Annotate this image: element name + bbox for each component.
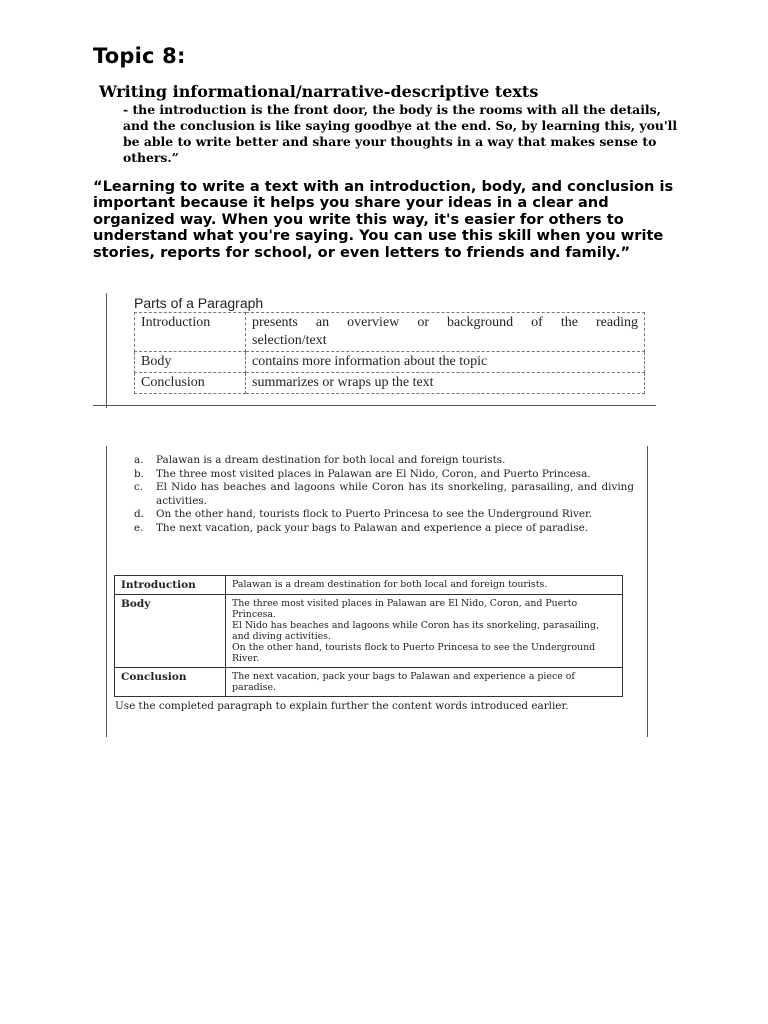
item-text: The next vacation, pack your bags to Palawan and experience a piece of paradise. xyxy=(156,521,589,534)
item-letter: e. xyxy=(134,521,144,534)
table-row xyxy=(135,313,645,352)
row-text: The next vacation, pack your bags to Palawan and experience a piece of paradise. xyxy=(226,668,623,697)
parts-table-caption: Parts of a Paragraph xyxy=(134,295,264,311)
row-text: Palawan is a dream destination for both local and foreign tourists. xyxy=(226,576,623,595)
parts-of-paragraph-table xyxy=(134,312,645,394)
row-label: Conclusion xyxy=(115,668,226,697)
item-letter: c. xyxy=(134,481,144,494)
list-item xyxy=(134,481,634,508)
item-letter: b. xyxy=(134,467,144,480)
table-row xyxy=(115,576,623,595)
closing-instruction: Use the completed paragraph to explain further the content words introduced earlier. xyxy=(115,700,569,712)
section-heading: Writing informational/narrative-descriptive texts xyxy=(99,82,539,101)
row-label: Body xyxy=(115,595,226,668)
figure-border-bottom xyxy=(93,405,656,406)
item-text: El Nido has beaches and lagoons while Coron has its snorkeling, parasailing, and diving activities. xyxy=(156,481,634,507)
table-row xyxy=(115,595,623,668)
part-description: presents an overview or background of the reading selection/text xyxy=(246,313,645,352)
part-name: Conclusion xyxy=(135,373,246,394)
item-letter: a. xyxy=(134,454,144,466)
quote-paragraph: “Learning to write a text with an introduction, body, and conclusion is important because it helps you share your ideas in a clear and organized way. When you write this way, it's easier for others to understand what you're saying. You can use this skill when you write stories, reports for school, or even letters to friends and family.” xyxy=(93,178,674,261)
table-row xyxy=(135,373,645,394)
list-item xyxy=(134,454,634,468)
body-line: On the other hand, tourists flock to Puerto Princesa to see the Underground River. xyxy=(232,642,596,664)
item-letter: d. xyxy=(134,508,144,521)
figure-border-left xyxy=(106,293,107,408)
row-label: Introduction xyxy=(115,576,226,595)
table-row xyxy=(135,352,645,373)
topic-title: Topic 8: xyxy=(93,44,186,68)
item-text: On the other hand, tourists flock to Puerto Princesa to see the Underground River. xyxy=(156,508,593,521)
intro-note: - the introduction is the front door, the body is the rooms with all the details, and the conclusion is like saying goodbye at the end. So, by learning this, you'll be able to write better and share your thoughts in a way that makes sense to others.” xyxy=(123,102,678,165)
table-row xyxy=(115,668,623,697)
figure-border-left xyxy=(106,446,107,737)
list-item xyxy=(134,468,634,482)
row-text xyxy=(226,595,623,668)
body-line: The three most visited places in Palawan are El Nido, Coron, and Puerto Princesa. xyxy=(232,598,578,620)
sentence-list xyxy=(134,454,634,536)
body-line: El Nido has beaches and lagoons while Coron has its snorkeling, parasailing, and diving activities. xyxy=(232,620,599,642)
list-item xyxy=(134,508,634,522)
part-name: Body xyxy=(135,352,246,373)
part-name: Introduction xyxy=(135,313,246,352)
figure-border-right xyxy=(647,446,648,737)
list-item xyxy=(134,522,634,536)
part-description: contains more information about the topic xyxy=(246,352,645,373)
item-text: The three most visited places in Palawan are El Nido, Coron, and Puerto Princesa. xyxy=(156,467,591,480)
paragraph-structure-table xyxy=(114,575,623,697)
item-text: Palawan is a dream destination for both local and foreign tourists. xyxy=(156,454,506,466)
part-description: summarizes or wraps up the text xyxy=(246,373,645,394)
